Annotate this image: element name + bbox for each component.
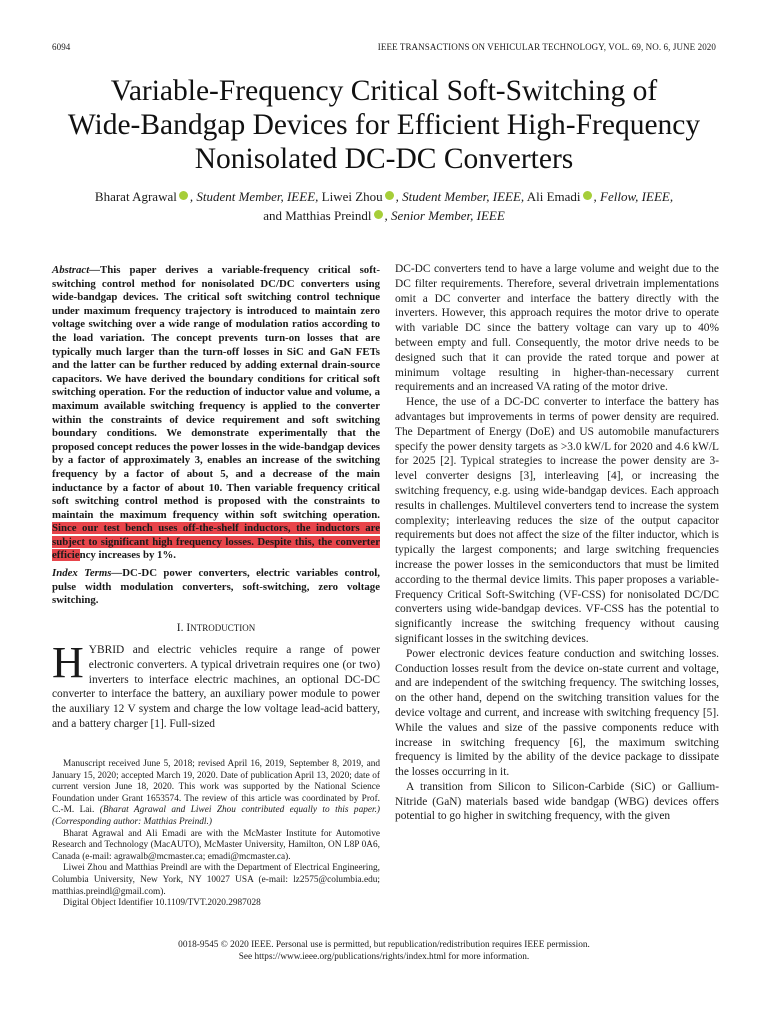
author-role: , Senior Member, IEEE	[384, 207, 505, 223]
index-terms	[52, 567, 380, 608]
abstract	[52, 264, 380, 563]
author-role: , Student Member, IEEE,	[395, 189, 525, 204]
copyright-footer	[52, 940, 716, 963]
author-role: , Fellow, IEEE,	[593, 189, 674, 204]
author-name: and Matthias Preindl	[263, 207, 372, 223]
intro-text: YBRID and electric vehicles require a range of power electronic converters. A typical drivetrain requires one (or two) inverters to interface electric machines, an optional DC-DC converter to interface the battery, an auxiliary power module to power the auxiliary 12 V system and charge the low voltage lead-acid battery, and a battery charger [1]. Full-sized	[52, 644, 380, 730]
abstract-tail: ncy increases by 1%.	[79, 549, 176, 562]
orcid-icon[interactable]	[385, 191, 394, 200]
footnote	[52, 759, 380, 910]
orcid-icon[interactable]	[179, 191, 188, 200]
title-line-3: Nonisolated DC-DC Converters	[194, 143, 574, 175]
orcid-icon[interactable]	[583, 191, 592, 200]
section-title-rest: NTRODUCTION	[190, 623, 256, 633]
orcid-icon[interactable]	[374, 210, 383, 219]
footnote-manuscript-text: Manuscript received June 5, 2018; revised April 16, 2019, September 8, 2019, and January 15, 2020; accepted March 19, 2020. Date of publication April 13, 2020; date of current version June 18, 2020. This work was supported by the National Science Foundation under Grant 1653574. The review of this article was coordinated by Prof. C.-M. Lai.	[52, 759, 380, 816]
drop-cap: H	[52, 638, 84, 687]
author-list	[50, 188, 718, 225]
section-heading	[52, 622, 380, 634]
title-line-2: Wide-Bandgap Devices for Efficient High-Frequency	[67, 109, 701, 141]
index-terms-text: DC-DC power converters, electric variables control, pulse width modulation converters, soft-switching, zero voltage switching.	[52, 567, 380, 607]
intro-paragraph	[52, 638, 380, 732]
section-number: I.	[176, 622, 184, 634]
rights-link-line[interactable]: See https://www.ieee.org/publications/rights/index.html for more information.	[238, 951, 530, 962]
footnote-affiliation-2: Liwei Zhou and Matthias Preindl are with the Department of Electrical Engineering, Columbia University, New York, NY 10027 USA (e-mail: lz2575@columbia.edu; matthias.preindl@gmail.com).	[52, 863, 380, 897]
body-paragraph: Power electronic devices feature conduction and switching losses. Conduction losses result from the device on-state current and voltage, and are independent of the switching frequency. The switching losses, on the other hand, depend on the switching transition values for the device voltage and current, and increase with switching frequency [5]. While the values and size of the passive components reduce with increase in switching frequency [6], the maximum switching frequency is limited by the ability of the device package to dissipate the losses occurring in it.	[395, 647, 719, 779]
abstract-text: This paper derives a variable-frequency critical soft-switching control method for nonisolated DC/DC converters using wide-bandgap devices. The critical soft switching control technique under maximum frequency trajectory is introduced to maintain zero voltage switching over a wide range of modulation ratios according to the load variation. The concept prevents turn-on losses that are typically much larger than the turn-off losses in SiC and GaN FETs and the latter can be further reduced by adding external drain-source capacitors. We have derived the boundary conditions for critical soft switching operation. For the reduction of inductor value and volume, a maximum available switching frequency is applied to the converter within the constraints of device requirement and soft switching boundary conditions. We demonstrate experimentally that the proposed concept reduces the power losses in the wide-bandgap devices by a factor of approximately 3, enables an increase of the switching frequency by a factor of about 5, and a decrease of the main inductance by a factor of about 10. Then variable frequency critical soft switching control method is proposed with the constraints to maintain the maximum frequency within soft switching operation.	[52, 264, 380, 521]
footnote-contribution: (Bharat Agrawal and Liwei Zhou contributed equally to this paper.) (Corresponding author: Matthias Preindl.)	[52, 805, 380, 827]
paper-title	[40, 74, 728, 176]
body-paragraph: Hence, the use of a DC-DC converter to interface the battery has advantages but improvements in terms of power density are required. The Department of Energy (DoE) and US automobile manufacturers specify the power density targets as >3.0 kW/L for 2020 and 4.6 kW/L for 2025 [2]. Typical strategies to increase the power density are 3-level converter designs [3], interleaving [4], or increasing the switching frequency, e.g. using wide-bandgap devices. Each approach results in challenges. Multilevel converters tend to increase the system complexity; interleaving reduces the size of the output capacitor requirements but does not affect the size of the filter inductor, which is typically the largest components; and large switching frequencies increase the power losses in the semiconductors that must be limited according to the thermal device limits. This paper proposes a variable-Frequency Critical Soft-Switching (VF-CSS) for nonisolated DC/DC converters using wide-bandgap devices. VF-CSS has the potential to significantly increase the switching frequency without causing significant losses in the switching devices.	[395, 396, 719, 645]
abstract-label: Abstract—	[52, 264, 100, 276]
footnote-affiliation-1: Bharat Agrawal and Ali Emadi are with the McMaster Institute for Automotive Research and Technology (MacAUTO), McMaster University, Hamilton, ON L8P 0A6, Canada (e-mail: agrawalb@mcmaster.ca; emadi@mcmaster.ca).	[52, 828, 380, 862]
author-name: Liwei Zhou	[318, 189, 383, 204]
author-name: Bharat Agrawal	[94, 189, 177, 204]
title-line-1: Variable-Frequency Critical Soft-Switching of	[110, 75, 658, 107]
highlighted-text[interactable]: Since our test bench uses off-the-shelf inductors, the inductors are subject to significant high frequency losses. Despite this, the converter efficie	[52, 522, 380, 562]
body-paragraph: A transition from Silicon to Silicon-Carbide (SiC) or Gallium-Nitride (GaN) materials based wide bandgap (WBG) devices offers potential to go higher in switching frequency, with the given	[395, 780, 719, 823]
author-role: , Student Member, IEEE,	[189, 189, 319, 204]
copyright-line: 0018-9545 © 2020 IEEE. Personal use is permitted, but republication/redistribution requires IEEE permission.	[178, 940, 590, 950]
author-name: Ali Emadi	[524, 189, 581, 204]
footnote-doi: Digital Object Identifier 10.1109/TVT.2020.2987028	[63, 898, 261, 909]
right-column	[395, 262, 719, 824]
page-number: 6094	[52, 42, 71, 52]
journal-header: IEEE TRANSACTIONS ON VEHICULAR TECHNOLOGY, VOL. 69, NO. 6, JUNE 2020	[377, 42, 716, 52]
section-title-first: I	[186, 622, 191, 634]
body-paragraph: DC-DC converters tend to have a large volume and weight due to the DC filter requirements. Therefore, several drivetrain implementations omit a DC converter and interface the battery directly with the inverters. However, this approach requires the motor drive to operate with variable DC since the battery voltage can vary up to 40% between empty and full. Consequently, the motor drive needs to be designed such that it can provide the rated torque and power at minimum voltage resulting in higher-than-necessary current requirements and an increased VA rating of the motor drive.	[395, 263, 719, 394]
footnote-manuscript	[52, 759, 380, 829]
index-terms-label: Index Terms—	[52, 567, 123, 579]
